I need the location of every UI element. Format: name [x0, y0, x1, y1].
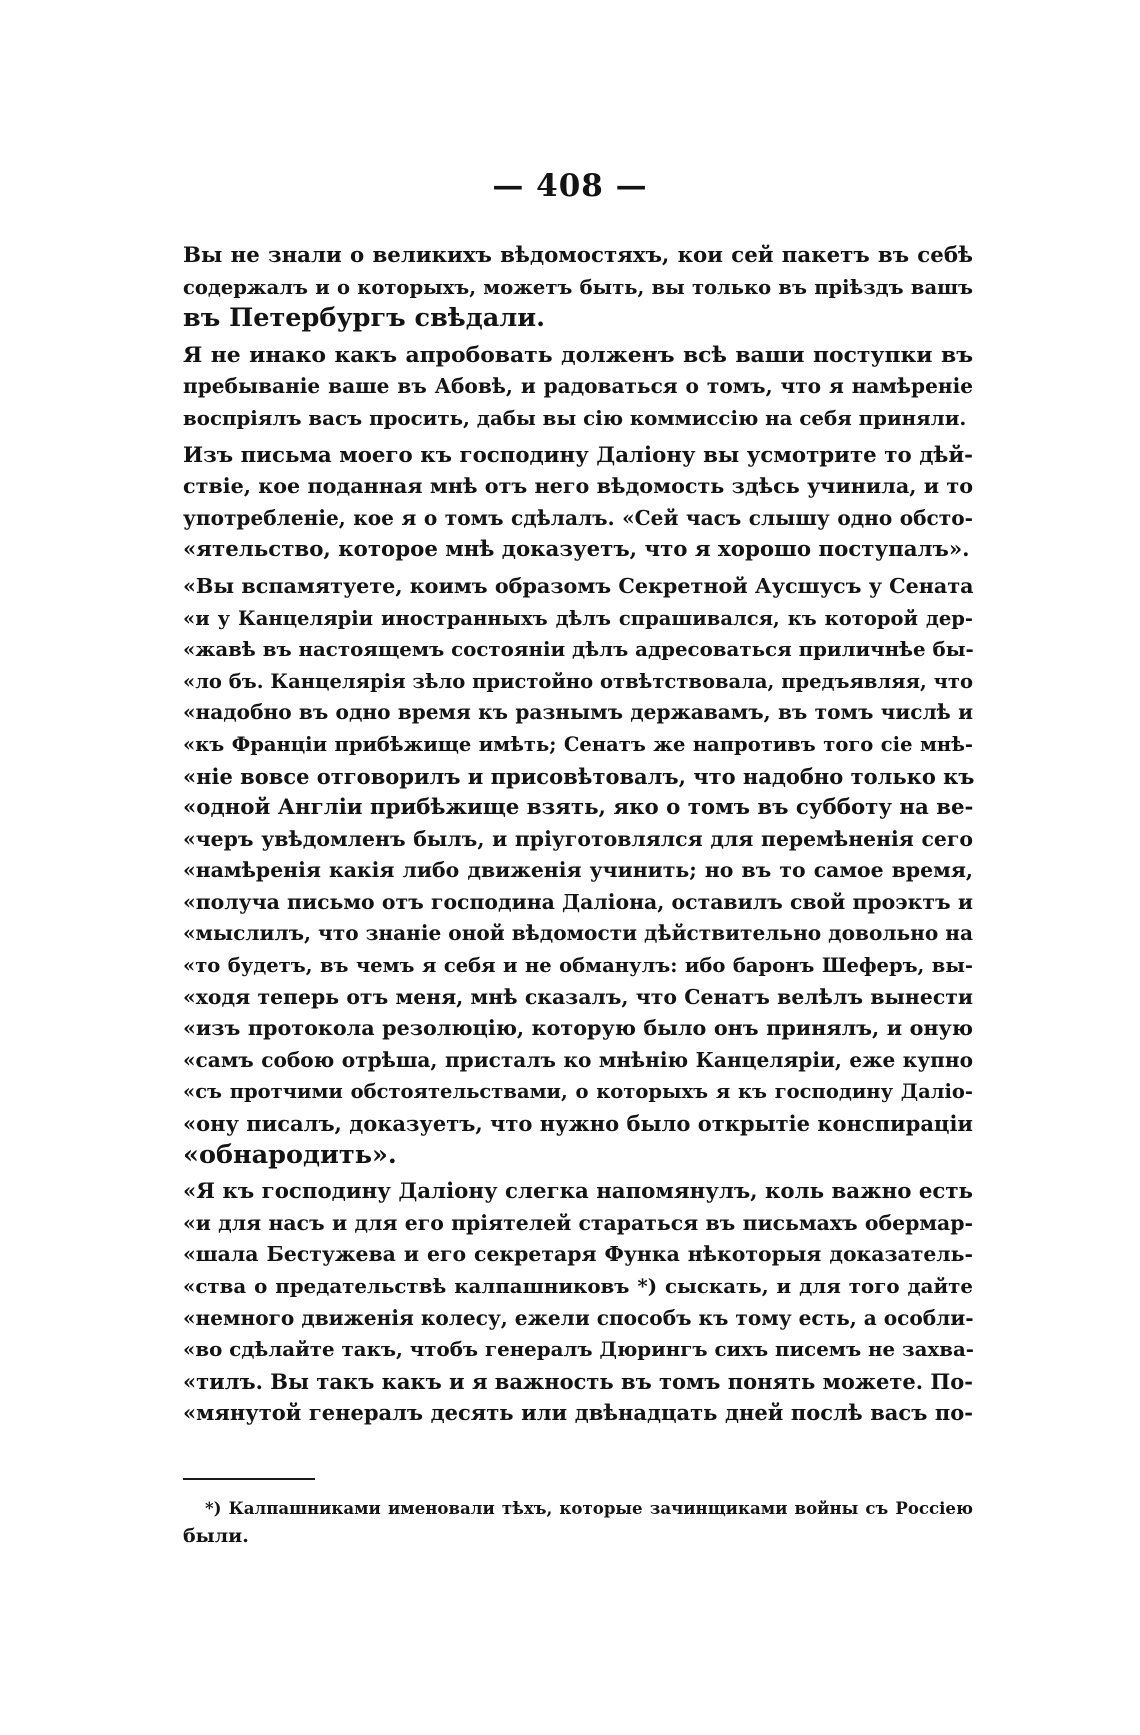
text-line: «ходя теперь отъ меня, мнѣ сказалъ, что Сенатъ велѣлъ вынести	[183, 984, 973, 1009]
text-line: «намѣренія какія либо движенія учинить; но въ то самое время,	[183, 858, 973, 883]
text-line: «съ протчими обстоятельствами, о которыхъ я къ господину Даліо-	[183, 1080, 973, 1104]
paragraph	[183, 571, 973, 1171]
text-line: «немного движенія колесу, ежели способъ къ тому есть, а особли-	[183, 1305, 974, 1330]
text-line: «одной Англіи прибѣжище взять, яко о томъ въ субботу на ве-	[183, 795, 974, 821]
text-line: Я не инако какъ апробовать долженъ всѣ ваши поступки въ	[183, 341, 973, 368]
footnote-line: *) Калпашниками именовали тѣхъ, которые зачинщиками войны съ Россіею	[205, 1498, 973, 1518]
text-line: «Я къ господину Даліону слегка напомянулъ, коль важно есть	[183, 1179, 973, 1205]
text-line: «получа письмо отъ господина Даліона, оставилъ свой проэктъ и	[183, 889, 973, 914]
text-line: «обнародить».	[183, 1139, 397, 1170]
text-line: «мыслилъ, что знаніе оной вѣдомости дѣйствительно довольно на	[183, 921, 973, 946]
text-line: «ятельство, которое мнѣ доказуетъ, что я хорошо поступалъ».	[183, 537, 970, 563]
text-line: пребываніе ваше въ Абовѣ, и радоваться о томъ, что я намѣреніе	[183, 374, 973, 399]
text-line: «тилъ. Вы такъ какъ и я важность въ томъ понять можете. По-	[183, 1368, 973, 1394]
text-line: «и у Канцеляріи иностранныхъ дѣлъ спрашивался, къ которой дер-	[183, 606, 973, 630]
text-line: ствіе, кое поданная мнѣ отъ него вѣдомость здѣсь учинила, и то	[183, 474, 973, 499]
text-line: «шала Бестужева и его секретаря Функа нѣкоторыя доказатель-	[183, 1242, 973, 1267]
text-line: «ло бъ. Канцелярія зѣло пристойно отвѣтствовала, предъявляя, что	[183, 669, 973, 693]
text-line: Изъ письма моего къ господину Даліону вы усмотрите то дѣй-	[183, 442, 973, 468]
paragraph	[183, 440, 973, 566]
text-line: содержалъ и о которыхъ, можетъ быть, вы только въ пріѣздъ вашъ	[183, 275, 973, 299]
paragraph	[183, 240, 973, 335]
paragraph	[183, 1176, 973, 1429]
text-line: «самъ собою отрѣша, присталъ ко мнѣнію Канцеляріи, еже купно	[183, 1047, 973, 1072]
text-line: «то будетъ, въ чемъ я себя и не обманулъ: ибо баронъ Шеферъ, вы-	[183, 954, 973, 978]
text-line: «къ Франціи прибѣжище имѣть; Сенатъ же напротивъ того сіе мнѣ-	[183, 732, 973, 756]
text-line: «во сдѣлайте такъ, чтобъ генералъ Дюрингъ сихъ писемъ не захва-	[183, 1337, 974, 1362]
text-line: употребленіе, кое я о томъ сдѣлалъ. «Сей часъ слышу одно обсто-	[183, 505, 973, 530]
text-line: въ Петербургъ свѣдали.	[183, 303, 546, 334]
text-line: «ону писалъ, доказуетъ, что нужно было открытіе конспираціи	[183, 1111, 973, 1137]
text-line: «Вы вспамятуете, коимъ образомъ Секретной Аусшусъ у Сената	[183, 573, 974, 598]
text-line: воспріялъ васъ просить, дабы вы сію коммиссію на себя приняли.	[183, 405, 967, 430]
text-line: «надобно въ одно время къ разнымъ державамъ, въ томъ числѣ и	[183, 700, 973, 725]
footnote-line: были.	[183, 1525, 249, 1547]
text-line: «и для насъ и для его пріятелей стараться въ письмахъ обермар-	[183, 1210, 973, 1235]
body-text	[183, 240, 973, 1429]
page-number: — 408 —	[492, 168, 648, 204]
text-line: «жавѣ въ настоящемъ состояніи дѣлъ адресоваться приличнѣе бы-	[183, 637, 974, 662]
text-line: Вы не знали о великихъ вѣдомостяхъ, кои сей пакетъ въ себѣ	[183, 243, 973, 268]
text-line: «ніе вовсе отговорилъ и присовѣтовалъ, что надобно только къ	[183, 763, 975, 789]
text-line: «изъ протокола резолюцію, которую было онъ принялъ, и оную	[183, 1016, 973, 1041]
footnote	[183, 1494, 973, 1550]
text-line: «мянутой генералъ десять или двѣнадцать дней послѣ васъ по-	[183, 1400, 973, 1426]
text-line: «черъ увѣдомленъ былъ, и пріуготовлялся для перемѣненія сего	[183, 826, 973, 851]
text-line: «ства о предательствѣ калпашниковъ *) сыскать, и для того дайте	[183, 1274, 973, 1298]
paragraph	[183, 340, 973, 435]
footnote-divider	[183, 1478, 315, 1480]
